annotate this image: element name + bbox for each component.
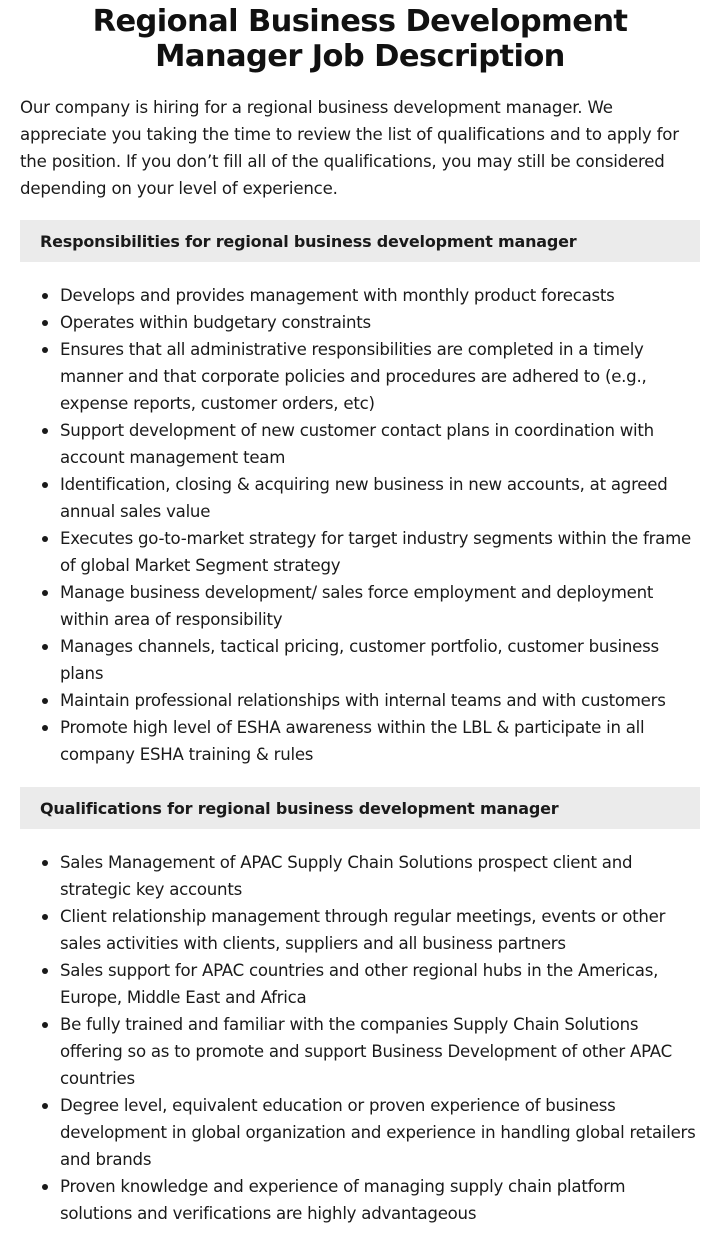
list-item: Identification, closing & acquiring new business in new accounts, at agreed annual sales value [60, 471, 700, 525]
list-item: Client relationship management through regular meetings, events or other sales activities with clients, suppliers and all business partners [60, 903, 700, 957]
list-item: Executes go-to-market strategy for target industry segments within the frame of global Market Segment strategy [60, 525, 700, 579]
list-item: Operates within budgetary constraints [60, 309, 700, 336]
list-item: Sales support for APAC countries and other regional hubs in the Americas, Europe, Middle East and Africa [60, 957, 700, 1011]
responsibilities-heading: Responsibilities for regional business development manager [20, 220, 700, 262]
list-item: Manage business development/ sales force employment and deployment within area of responsibility [60, 579, 700, 633]
list-item: Ensures that all administrative responsibilities are completed in a timely manner and that corporate policies and procedures are adhered to (e.g., expense reports, customer orders, etc) [60, 336, 700, 417]
list-item: Maintain professional relationships with internal teams and with customers [60, 687, 700, 714]
list-item: Degree level, equivalent education or proven experience of business development in global organization and experience in handling global retailers and brands [60, 1092, 700, 1173]
list-item: Proven knowledge and experience of managing supply chain platform solutions and verifications are highly advantageous [60, 1173, 700, 1227]
qualifications-heading: Qualifications for regional business development manager [20, 787, 700, 829]
responsibilities-list [20, 282, 700, 768]
list-item: Sales Management of APAC Supply Chain Solutions prospect client and strategic key accounts [60, 849, 700, 903]
page-title: Regional Business Development Manager Job Description [92, 4, 628, 74]
list-item: Promote high level of ESHA awareness within the LBL & participate in all company ESHA training & rules [60, 714, 700, 768]
list-item: Manages channels, tactical pricing, customer portfolio, customer business plans [60, 633, 700, 687]
list-item: Support development of new customer contact plans in coordination with account management team [60, 417, 700, 471]
intro-paragraph: Our company is hiring for a regional business development manager. We appreciate you taking the time to review the list of qualifications and to apply for the position. If you don’t fill all of the qualifications, you may still be considered depending on your level of experience. [20, 98, 679, 198]
qualifications-list [20, 849, 700, 1227]
list-item: Develops and provides management with monthly product forecasts [60, 282, 700, 309]
list-item: Be fully trained and familiar with the companies Supply Chain Solutions offering so as to promote and support Business Development of other APAC countries [60, 1011, 700, 1092]
